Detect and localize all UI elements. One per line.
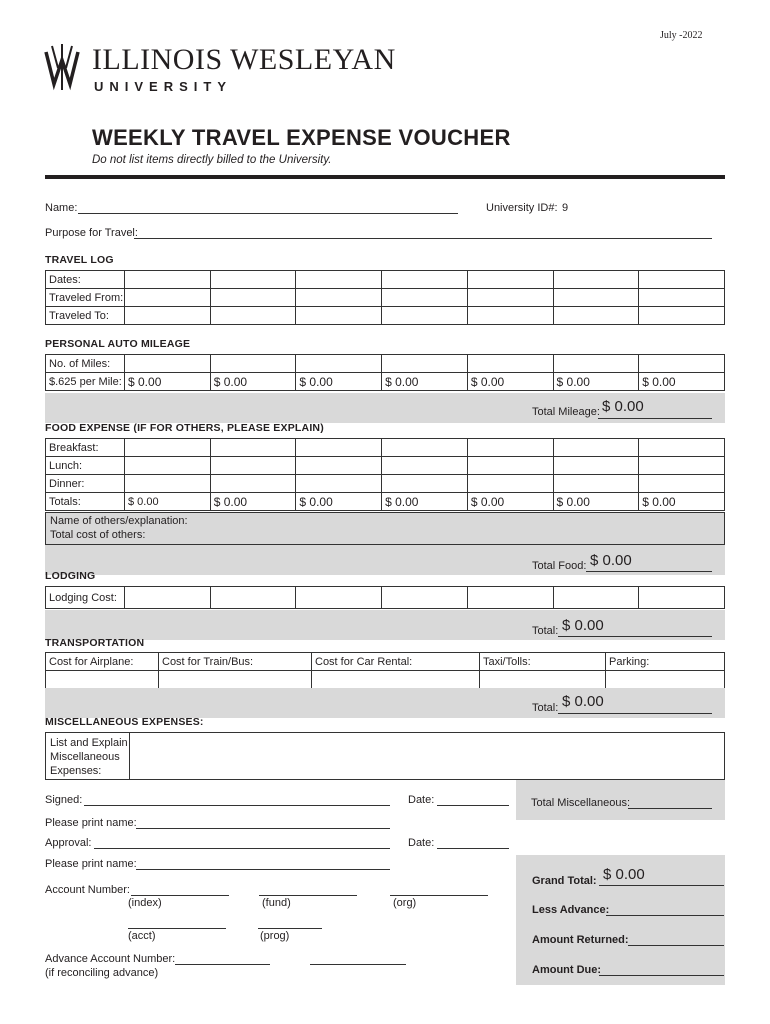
grand-total-value[interactable]: $ 0.00 xyxy=(603,866,645,883)
name-field[interactable] xyxy=(78,213,458,214)
purpose-field[interactable] xyxy=(134,238,712,239)
row-label: Dinner: xyxy=(46,475,125,493)
food-total-cell[interactable]: $ 0.00 xyxy=(467,493,553,511)
lodging-table xyxy=(45,586,725,609)
lodging-cost-label: Lodging Cost: xyxy=(46,587,125,609)
advance-account-field-1[interactable] xyxy=(175,964,270,965)
signed-field[interactable] xyxy=(84,805,390,806)
acct-field[interactable] xyxy=(128,928,226,929)
lodging-total-label: Total: xyxy=(532,625,559,637)
total-mileage-label: Total Mileage: xyxy=(532,406,600,418)
row-label: Traveled To: xyxy=(46,307,125,325)
miles-label: No. of Miles: xyxy=(46,355,125,373)
approval-date-field[interactable] xyxy=(437,848,509,849)
less-advance-label: Less Advance: xyxy=(532,904,610,916)
mileage-cell[interactable]: $ 0.00 xyxy=(639,373,725,391)
grand-total-line xyxy=(599,885,724,886)
total-food-line xyxy=(586,571,712,572)
table-row xyxy=(46,653,725,671)
index-field[interactable] xyxy=(131,895,229,896)
approval-label: Approval: xyxy=(45,837,92,849)
food-total-cell[interactable]: $ 0.00 xyxy=(553,493,639,511)
prog-field[interactable] xyxy=(258,928,322,929)
food-table xyxy=(45,438,725,511)
train-bus-header: Cost for Train/Bus: xyxy=(159,653,312,671)
signed-date-field[interactable] xyxy=(437,805,509,806)
purpose-label: Purpose for Travel: xyxy=(45,227,138,239)
taxi-tolls-header: Taxi/Tolls: xyxy=(480,653,606,671)
account-number-label: Account Number: xyxy=(45,884,130,896)
table-row xyxy=(46,671,725,689)
travel-log-table xyxy=(45,270,725,325)
row-label: Lunch: xyxy=(46,457,125,475)
mileage-cell[interactable]: $ 0.00 xyxy=(210,373,296,391)
lodging-heading: LODGING xyxy=(45,570,96,582)
page-subtitle: Do not list items directly billed to the University. xyxy=(92,154,332,166)
row-label: Dates: xyxy=(46,271,125,289)
table-row xyxy=(46,307,725,325)
less-advance-field[interactable] xyxy=(606,915,724,916)
signed-date-label: Date: xyxy=(408,794,435,806)
approval-field[interactable] xyxy=(94,848,390,849)
total-misc-field[interactable] xyxy=(628,808,712,809)
amount-returned-label: Amount Returned: xyxy=(532,934,629,946)
form-date: July -2022 xyxy=(660,30,703,41)
print-name-2-label: Please print name: xyxy=(45,858,137,870)
fund-caption: (fund) xyxy=(262,897,291,909)
print-name-2-field[interactable] xyxy=(136,869,390,870)
print-name-label: Please print name: xyxy=(45,817,137,829)
amount-due-label: Amount Due: xyxy=(532,964,602,976)
mileage-cell[interactable]: $ 0.00 xyxy=(125,373,211,391)
table-row xyxy=(46,355,725,373)
prog-caption: (prog) xyxy=(260,930,290,942)
advance-account-field-2[interactable] xyxy=(310,964,406,965)
others-label: Name of others/explanation: xyxy=(50,515,188,527)
table-row xyxy=(46,271,725,289)
row-label: Traveled From: xyxy=(46,289,125,307)
advance-note: (if reconciling advance) xyxy=(45,967,159,979)
misc-label-2: Miscellaneous xyxy=(50,751,120,763)
food-total-cell[interactable]: $ 0.00 xyxy=(382,493,468,511)
total-food-label: Total Food: xyxy=(532,560,587,572)
lodging-total-line xyxy=(558,636,712,637)
logo-subtitle: UNIVERSITY xyxy=(94,79,233,94)
mileage-table xyxy=(45,354,725,391)
mileage-cell[interactable]: $ 0.00 xyxy=(553,373,639,391)
car-rental-header: Cost for Car Rental: xyxy=(312,653,480,671)
total-mileage-value[interactable]: $ 0.00 xyxy=(602,398,644,415)
transportation-total-value[interactable]: $ 0.00 xyxy=(562,693,604,710)
food-total-cell[interactable]: $ 0.00 xyxy=(210,493,296,511)
row-label: Breakfast: xyxy=(46,439,125,457)
table-row xyxy=(46,373,725,391)
amount-returned-field[interactable] xyxy=(628,945,724,946)
name-label: Name: xyxy=(45,202,78,214)
totals-label: Totals: xyxy=(46,493,125,511)
table-row xyxy=(46,439,725,457)
others-cost-label: Total cost of others: xyxy=(50,529,146,541)
misc-label-1: List and Explain xyxy=(50,737,128,749)
airplane-header: Cost for Airplane: xyxy=(46,653,159,671)
food-total-cell[interactable]: $ 0.00 xyxy=(639,493,725,511)
table-row xyxy=(46,587,725,609)
approval-date-label: Date: xyxy=(408,837,435,849)
table-row xyxy=(46,289,725,307)
transportation-heading: TRANSPORTATION xyxy=(45,637,145,649)
table-row xyxy=(46,475,725,493)
parking-header: Parking: xyxy=(606,653,725,671)
mileage-heading: PERSONAL AUTO MILEAGE xyxy=(45,338,191,350)
travel-log-heading: TRAVEL LOG xyxy=(45,254,114,266)
table-row xyxy=(46,493,725,511)
org-caption: (org) xyxy=(393,897,417,909)
transportation-total-line xyxy=(558,713,712,714)
misc-divider xyxy=(129,732,130,780)
transportation-table xyxy=(45,652,725,689)
acct-caption: (acct) xyxy=(128,930,156,942)
page-title: WEEKLY TRAVEL EXPENSE VOUCHER xyxy=(92,125,511,150)
lodging-total-value[interactable]: $ 0.00 xyxy=(562,617,604,634)
mileage-cell[interactable]: $ 0.00 xyxy=(296,373,382,391)
header-rule xyxy=(45,175,725,179)
university-id-value[interactable]: 9 xyxy=(562,202,569,214)
print-name-field[interactable] xyxy=(136,828,390,829)
total-mileage-line xyxy=(598,418,712,419)
total-food-value[interactable]: $ 0.00 xyxy=(590,552,632,569)
mileage-cell[interactable]: $ 0.00 xyxy=(382,373,468,391)
total-misc-label: Total Miscellaneous: xyxy=(531,797,631,809)
table-row xyxy=(46,457,725,475)
food-total-cell[interactable]: $ 0.00 xyxy=(296,493,382,511)
misc-heading: MISCELLANEOUS EXPENSES: xyxy=(45,716,204,728)
signed-label: Signed: xyxy=(45,794,83,806)
food-total-cell[interactable]: $ 0.00 xyxy=(125,493,211,511)
index-caption: (index) xyxy=(128,897,162,909)
amount-due-field[interactable] xyxy=(599,975,724,976)
misc-explanation-field[interactable] xyxy=(131,734,721,778)
university-id-label: University ID#: xyxy=(486,202,558,214)
rate-label: $.625 per Mile: xyxy=(46,373,125,391)
transportation-total-label: Total: xyxy=(532,702,559,714)
iwu-logo-icon xyxy=(44,44,80,92)
org-field[interactable] xyxy=(390,895,488,896)
grand-total-label: Grand Total: xyxy=(532,875,597,887)
fund-field[interactable] xyxy=(259,895,357,896)
misc-label-3: Expenses: xyxy=(50,765,102,777)
food-heading: FOOD EXPENSE (IF FOR OTHERS, PLEASE EXPLAIN) xyxy=(45,422,324,434)
advance-account-label: Advance Account Number: xyxy=(45,953,176,965)
mileage-cell[interactable]: $ 0.00 xyxy=(467,373,553,391)
logo-wordmark: ILLINOIS WESLEYAN xyxy=(92,43,396,76)
